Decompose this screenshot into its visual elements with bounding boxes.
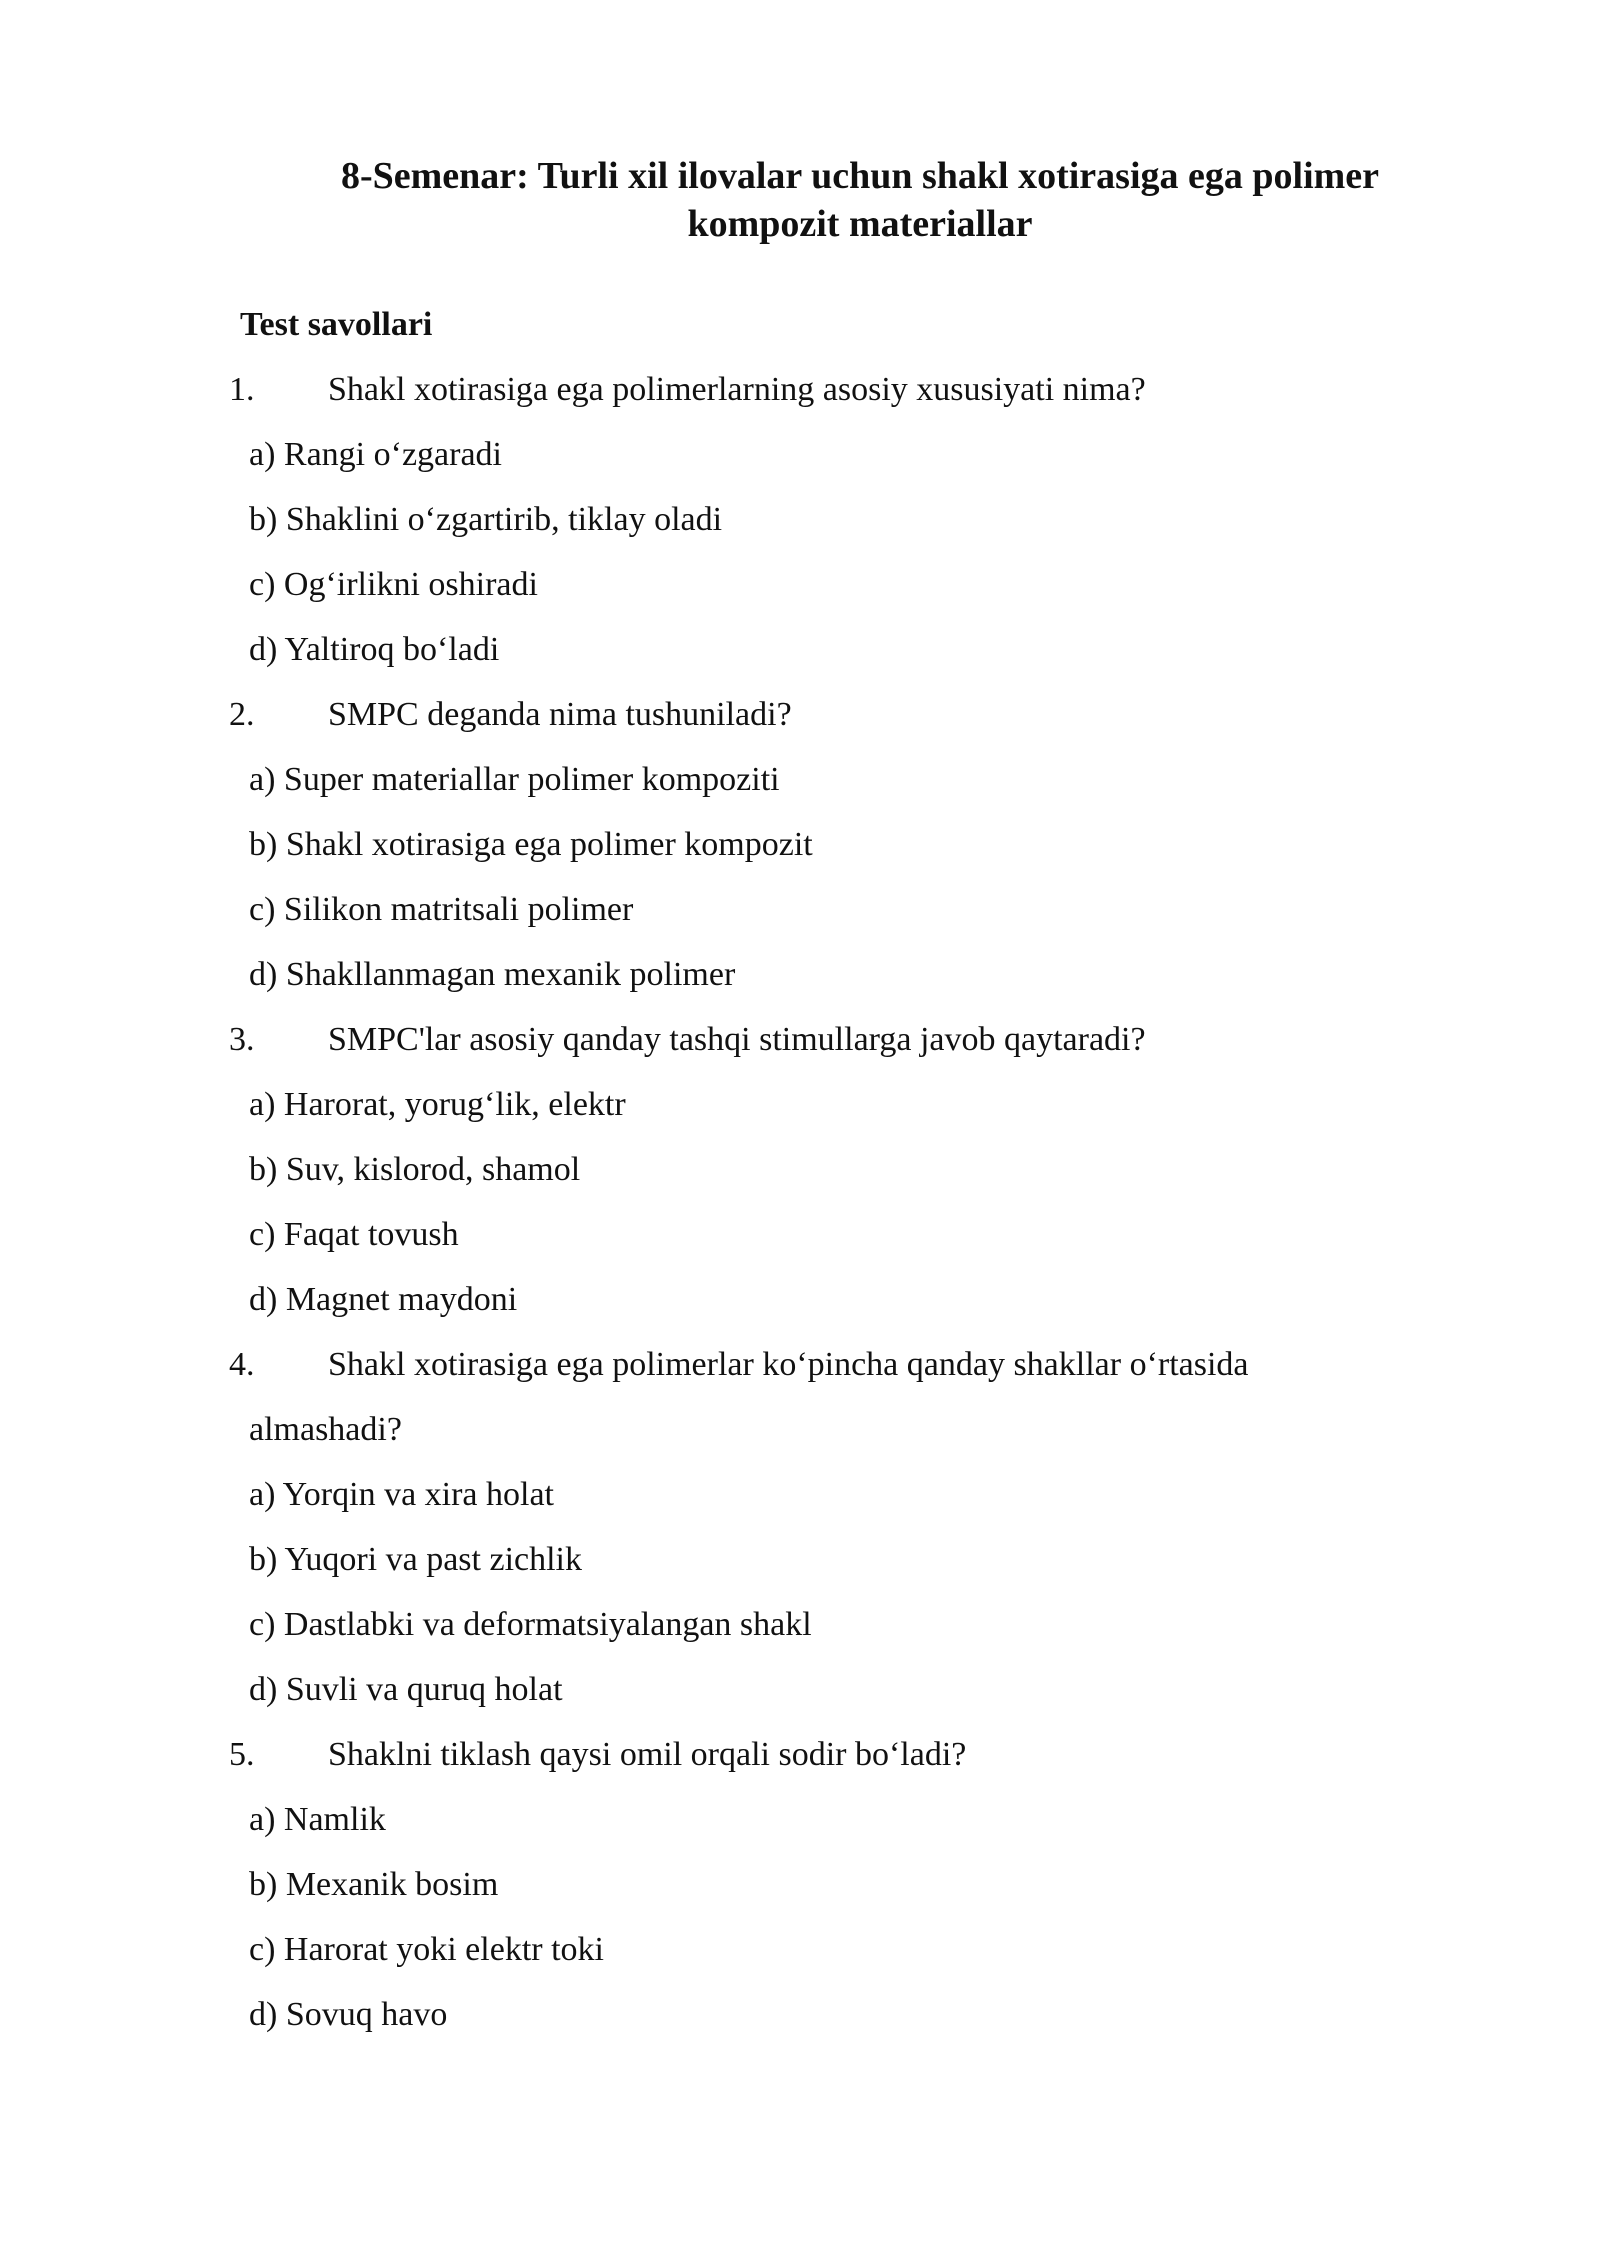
answer-option [0, 1927, 1600, 1992]
question-number: 3. [229, 1021, 255, 1058]
answer-option [0, 1277, 1600, 1342]
answer-option-text: a) Namlik [249, 1801, 386, 1838]
answer-option [0, 1667, 1600, 1732]
answer-option-text: b) Shaklini o‘zgartirib, tiklay oladi [249, 501, 723, 538]
answer-option-text: c) Silikon matritsali polimer [249, 891, 634, 928]
answer-option [0, 822, 1600, 887]
answer-option-text: d) Shakllanmagan mexanik polimer [249, 956, 736, 993]
answer-option [0, 1602, 1600, 1667]
answer-option [0, 1472, 1600, 1537]
question-text: Shakl xotirasiga ega polimerlar ko‘pincha qanday shakllar o‘rtasida [328, 1346, 1249, 1383]
page-title [240, 152, 1480, 248]
answer-option-text: a) Yorqin va xira holat [249, 1476, 555, 1513]
question-list [0, 367, 1600, 2057]
answer-option [0, 1797, 1600, 1862]
question-3 [0, 1017, 1600, 1082]
answer-option-text: d) Sovuq havo [249, 1996, 448, 2033]
page-title-line-2: kompozit materiallar [687, 203, 1033, 245]
answer-option [0, 562, 1600, 627]
answer-option-text: a) Rangi o‘zgaradi [249, 436, 502, 473]
answer-option [0, 757, 1600, 822]
answer-option-text: a) Super materiallar polimer kompoziti [249, 761, 780, 798]
answer-option-text: c) Faqat tovush [249, 1216, 459, 1253]
question-text: SMPC'lar asosiy qanday tashqi stimullarga javob qaytaradi? [328, 1021, 1146, 1058]
question-4 [0, 1342, 1600, 1407]
answer-option [0, 887, 1600, 952]
answer-option [0, 1147, 1600, 1212]
answer-option [0, 627, 1600, 692]
answer-option-text: d) Yaltiroq bo‘ladi [249, 631, 500, 668]
question-number: 2. [229, 696, 255, 733]
question-text: Shaklni tiklash qaysi omil orqali sodir bo‘ladi? [328, 1736, 967, 1773]
question-continuation [0, 1407, 1600, 1472]
answer-option [0, 1212, 1600, 1277]
question-text: SMPC deganda nima tushuniladi? [328, 696, 792, 733]
section-heading: Test savollari [240, 306, 433, 343]
answer-option-text: b) Yuqori va past zichlik [249, 1541, 582, 1578]
question-continuation-text: almashadi? [249, 1411, 402, 1448]
question-text: Shakl xotirasiga ega polimerlarning asosiy xususiyati nima? [328, 371, 1146, 408]
answer-option-text: c) Dastlabki va deformatsiyalangan shakl [249, 1606, 812, 1643]
answer-option-text: b) Shakl xotirasiga ega polimer kompozit [249, 826, 813, 863]
answer-option [0, 432, 1600, 497]
answer-option-text: d) Suvli va quruq holat [249, 1671, 563, 1708]
question-5 [0, 1732, 1600, 1797]
question-2 [0, 692, 1600, 757]
answer-option [0, 952, 1600, 1017]
question-number: 1. [229, 371, 255, 408]
answer-option-text: c) Harorat yoki elektr toki [249, 1931, 604, 1968]
answer-option-text: a) Harorat, yorug‘lik, elektr [249, 1086, 626, 1123]
answer-option-text: b) Suv, kislorod, shamol [249, 1151, 581, 1188]
answer-option [0, 1537, 1600, 1602]
question-1 [0, 367, 1600, 432]
answer-option-text: b) Mexanik bosim [249, 1866, 499, 1903]
answer-option [0, 1992, 1600, 2057]
answer-option-text: c) Og‘irlikni oshiradi [249, 566, 538, 603]
answer-option-text: d) Magnet maydoni [249, 1281, 518, 1318]
page-title-line-1: 8-Semenar: Turli xil ilovalar uchun shakl xotirasiga ega polimer [340, 155, 1380, 197]
question-number: 5. [229, 1736, 255, 1773]
answer-option [0, 1082, 1600, 1147]
answer-option [0, 497, 1600, 562]
answer-option [0, 1862, 1600, 1927]
question-number: 4. [229, 1346, 255, 1383]
